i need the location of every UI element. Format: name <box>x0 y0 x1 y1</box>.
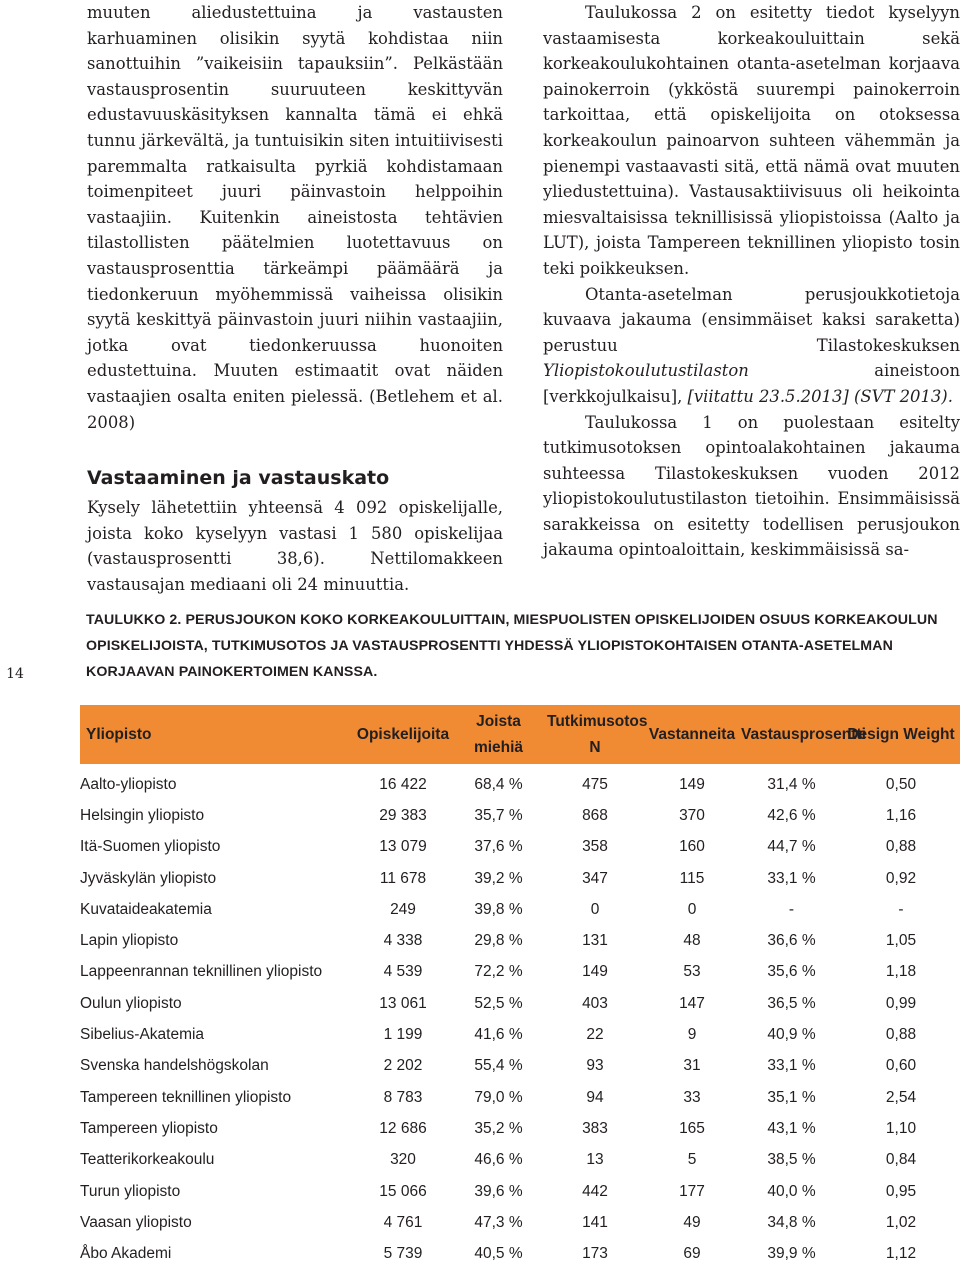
university-name-cell: Aalto-yliopisto <box>80 775 177 793</box>
body-paragraph: Kysely lähetettiin yhteensä 4 092 opiskelijalle, joista koko kyselyyn vastasi 1 580 opiskelijaa (vastausprosentti 38,6). Nettilomakkeen vastausajan mediaani oli 24 minuuttia. <box>87 498 503 594</box>
value-cell: 41,6 % <box>474 1026 523 1044</box>
university-name-cell: Lapin yliopisto <box>80 932 179 950</box>
source-title: Yliopistokoulutustilaston <box>543 361 749 381</box>
table-row <box>80 1082 960 1113</box>
university-name-cell: Tampereen yliopisto <box>80 1119 218 1137</box>
table-row <box>80 1019 960 1050</box>
value-cell: 141 <box>582 1213 608 1231</box>
value-cell: 33,1 % <box>767 1057 816 1075</box>
university-name-cell: Åbo Akademi <box>80 1245 172 1263</box>
value-cell: 55,4 % <box>474 1057 523 1075</box>
value-cell: 49 <box>683 1213 701 1231</box>
value-cell: 39,2 % <box>474 869 523 887</box>
value-cell: 0,84 <box>885 1151 917 1169</box>
value-cell: 320 <box>390 1151 416 1169</box>
value-cell: 43,1 % <box>767 1119 816 1137</box>
value-cell: 33 <box>683 1088 701 1106</box>
value-cell: 35,7 % <box>474 806 523 824</box>
value-cell: 403 <box>582 994 608 1012</box>
university-name-cell: Lappeenrannan teknillinen yliopisto <box>80 963 323 981</box>
value-cell: 475 <box>582 775 608 793</box>
table-caption: TAULUKKO 2. PERUSJOUKON KOKO KORKEAKOULUITTAIN, MIESPUOLISTEN OPISKELIJOIDEN OSUUS KORKEAKOULUN OPISKELIJOISTA, TUTKIMUSOTOS JA VASTAUSPROSENTTI YHDESSÄ YLIOPISTOKOHTAISEN OTANTA-ASETELMAN KORJAAVAN PAINOKERTOIMEN KANSSA. <box>86 612 938 680</box>
university-name-cell: Jyväskylän yliopisto <box>80 869 217 887</box>
column-header: Design Weight <box>847 725 955 743</box>
value-cell: - <box>898 900 904 918</box>
university-name-cell: Oulun yliopisto <box>80 994 182 1012</box>
value-cell: 35,2 % <box>474 1119 523 1137</box>
value-cell: 22 <box>586 1026 604 1044</box>
value-cell: 0,88 <box>885 838 917 856</box>
table-row <box>80 925 960 956</box>
value-cell: 0 <box>590 900 600 918</box>
table-body <box>80 764 960 1270</box>
value-cell: 0,92 <box>885 869 917 887</box>
value-cell: 48 <box>683 932 701 950</box>
value-cell: 147 <box>679 994 705 1012</box>
value-cell: 383 <box>582 1119 608 1137</box>
body-paragraph: Taulukossa 2 on esitetty tiedot kyselyyn vastaamisesta korkeakouluittain sekä korkeakoulukohtainen otanta-asetelman korjaava painokerroin (ykköstä suurempi painokerroin tarkoittaa, että opiskelijoita on otoksessa korkeakoulun painoarvon suhteen vähemmän ja pienempi vastaavasti sitä, että nämä ovat muuten yliedustettuina). Vastausaktiivisuus oli heikointa miesvaltaisissa teknillisissä yliopistoissa (Aalto ja LUT), joista Tampereen teknillinen yliopisto tosin teki poikkeuksen. <box>543 3 960 278</box>
table-header-row <box>80 705 960 764</box>
column-header: Vastanneita <box>648 725 736 743</box>
value-cell: 1,16 <box>885 806 917 824</box>
value-cell: 358 <box>582 838 608 856</box>
value-cell: 1,02 <box>885 1213 917 1231</box>
paragraph-text: muuten aliedustettuina ja vastausten karhuaminen olisikin syytä kohdistaa niin sanottuihin ”vaikeisiin tapauksiin”. Pelkästään vastausprosentin suuruuteen keskittyvän edustavuuskäsityksen kannalta tämä ei ehkä tunnu järkevältä, ja tuntuisikin siten intuitiivisesti paremmalta ratkaisulta pyrkiä kohdistamaan toimenpiteet juuri päinvastoin helppoihin vastaajiin. <box>87 3 503 227</box>
paragraph-text: aineistoon [verkkojulkaisu], <box>543 361 960 406</box>
university-name-cell: Helsingin yliopisto <box>80 806 205 824</box>
value-cell: 177 <box>679 1182 705 1200</box>
value-cell: 1,12 <box>885 1245 917 1263</box>
paragraph-text: Kuitenkin aineistosta tehtävien tilastollisten päätelmien luotettavuus on vastausprosenttia tärkeämpi päämäärä ja tiedonkeruun myöhemmissä vaiheissa olisikin syytä keskittyä päinvastoin juuri niihin vastaajiin, jotka ovat tiedonkeruussa huonoiten edustettuina. <box>87 207 503 381</box>
value-cell: 47,3 % <box>474 1213 523 1231</box>
value-cell: 40,5 % <box>474 1245 523 1263</box>
value-cell: 11 678 <box>379 869 427 887</box>
value-cell: 36,6 % <box>767 932 816 950</box>
value-cell: 39,9 % <box>767 1245 816 1263</box>
table-row <box>80 769 960 800</box>
body-paragraph: Taulukossa 1 on puolestaan esitelty tutkimusotoksen opintoalakohtainen jakauma suhteessa Tilastokeskuksen vuoden 2012 yliopistokoulutustilaston tietoihin. Ensimmäisissä sarakkeissa on esitetty todellisen perusjoukon jakauma opintoaloittain, keskimmäisissä sa- <box>543 412 960 560</box>
value-cell: 165 <box>679 1119 705 1137</box>
column-header: Yliopisto <box>86 725 152 743</box>
value-cell: 149 <box>582 963 608 981</box>
value-cell: 38,5 % <box>767 1151 816 1169</box>
right-column <box>543 0 960 563</box>
value-cell: 29,8 % <box>474 932 523 950</box>
value-cell: 249 <box>390 900 416 918</box>
value-cell: 4 539 <box>383 963 423 981</box>
university-name-cell: Teatterikorkeakoulu <box>80 1151 215 1169</box>
value-cell: 131 <box>582 932 608 950</box>
table-row <box>80 832 960 863</box>
value-cell: 13 079 <box>379 838 427 856</box>
page-number: 14 <box>6 666 24 682</box>
table-row <box>80 800 960 831</box>
value-cell: 15 066 <box>379 1182 427 1200</box>
table-row <box>80 1145 960 1176</box>
value-cell: 39,8 % <box>474 900 523 918</box>
value-cell: 1 199 <box>383 1026 423 1044</box>
value-cell: 868 <box>582 806 608 824</box>
value-cell: 35,6 % <box>767 963 816 981</box>
value-cell: 115 <box>679 869 705 887</box>
university-name-cell: Vaasan yliopisto <box>80 1213 192 1231</box>
table-row <box>80 1238 960 1269</box>
value-cell: 52,5 % <box>474 994 523 1012</box>
table-row <box>80 957 960 988</box>
table-row <box>80 988 960 1019</box>
value-cell: 12 686 <box>379 1119 427 1137</box>
value-cell: 442 <box>582 1182 608 1200</box>
body-paragraph <box>543 282 960 410</box>
table-row <box>80 1207 960 1238</box>
value-cell: 0,88 <box>885 1026 917 1044</box>
column-header: Joista miehiä <box>473 712 524 756</box>
value-cell: 36,5 % <box>767 994 816 1012</box>
paragraph-text: Otanta-asetelman perusjoukkotietoja kuvaava jakauma (ensimmäiset kaksi saraketta) perustuu Tilastokeskuksen <box>543 284 960 355</box>
column-header: Vastausprosentti <box>741 725 866 743</box>
value-cell: 39,6 % <box>474 1182 523 1200</box>
value-cell: 93 <box>586 1057 604 1075</box>
value-cell: 46,6 % <box>474 1151 523 1169</box>
value-cell: - <box>788 900 795 918</box>
value-cell: 31 <box>683 1057 701 1075</box>
value-cell: 68,4 % <box>474 775 523 793</box>
value-cell: 29 383 <box>379 806 427 824</box>
university-name-cell: Itä-Suomen yliopisto <box>80 838 221 856</box>
university-name-cell: Turun yliopisto <box>80 1182 181 1200</box>
data-table <box>80 705 960 1270</box>
table-row <box>80 1113 960 1144</box>
value-cell: 44,7 % <box>767 838 816 856</box>
value-cell: 5 739 <box>383 1245 423 1263</box>
value-cell: 31,4 % <box>767 775 816 793</box>
value-cell: 4 338 <box>383 932 423 950</box>
value-cell: 0 <box>687 900 697 918</box>
body-paragraph <box>87 0 503 435</box>
value-cell: 2,54 <box>885 1088 917 1106</box>
value-cell: 8 783 <box>383 1088 423 1106</box>
university-name-cell: Tampereen teknillinen yliopisto <box>80 1088 292 1106</box>
value-cell: 149 <box>679 775 705 793</box>
value-cell: 347 <box>582 869 608 887</box>
reference-text: [viitattu 23.5.2013] (SVT 2013). <box>687 386 953 406</box>
value-cell: 173 <box>582 1245 608 1263</box>
left-column <box>87 0 503 597</box>
value-cell: 40,9 % <box>767 1026 816 1044</box>
university-name-cell: Sibelius-Akatemia <box>80 1026 205 1044</box>
table-row <box>80 894 960 925</box>
value-cell: 1,18 <box>885 963 917 981</box>
table-row <box>80 1176 960 1207</box>
value-cell: 33,1 % <box>767 869 816 887</box>
section-heading: Vastaaminen ja vastauskato <box>87 467 390 490</box>
value-cell: 37,6 % <box>474 838 523 856</box>
value-cell: 94 <box>586 1088 604 1106</box>
value-cell: 4 761 <box>383 1213 423 1231</box>
value-cell: 160 <box>679 838 705 856</box>
value-cell: 370 <box>679 806 705 824</box>
value-cell: 35,1 % <box>767 1088 816 1106</box>
value-cell: 9 <box>687 1026 697 1044</box>
column-header: Opiskelijoita <box>356 725 450 743</box>
value-cell: 0,95 <box>885 1182 917 1200</box>
university-name-cell: Kuvataideakatemia <box>80 900 212 918</box>
value-cell: 13 <box>586 1151 604 1169</box>
value-cell: 72,2 % <box>474 963 523 981</box>
value-cell: 0,50 <box>885 775 917 793</box>
value-cell: 69 <box>683 1245 701 1263</box>
value-cell: 16 422 <box>379 775 427 793</box>
value-cell: 34,8 % <box>767 1213 816 1231</box>
value-cell: 42,6 % <box>767 806 816 824</box>
value-cell: 79,0 % <box>474 1088 523 1106</box>
value-cell: 1,05 <box>885 932 917 950</box>
column-header: Tutkimusotos N <box>547 712 648 756</box>
value-cell: 2 202 <box>383 1057 423 1075</box>
value-cell: 5 <box>687 1151 697 1169</box>
table-row <box>80 863 960 894</box>
value-cell: 40,0 % <box>767 1182 816 1200</box>
value-cell: 0,99 <box>885 994 917 1012</box>
value-cell: 13 061 <box>379 994 427 1012</box>
value-cell: 0,60 <box>885 1057 917 1075</box>
university-name-cell: Svenska handelshögskolan <box>80 1057 269 1075</box>
value-cell: 1,10 <box>885 1119 917 1137</box>
paragraph-text: Muuten estimaatit ovat näiden vastaajien osalta eniten pielessä. (Betlehem et al. 2008) <box>87 361 503 432</box>
value-cell: 53 <box>683 963 701 981</box>
table-row <box>80 1051 960 1082</box>
